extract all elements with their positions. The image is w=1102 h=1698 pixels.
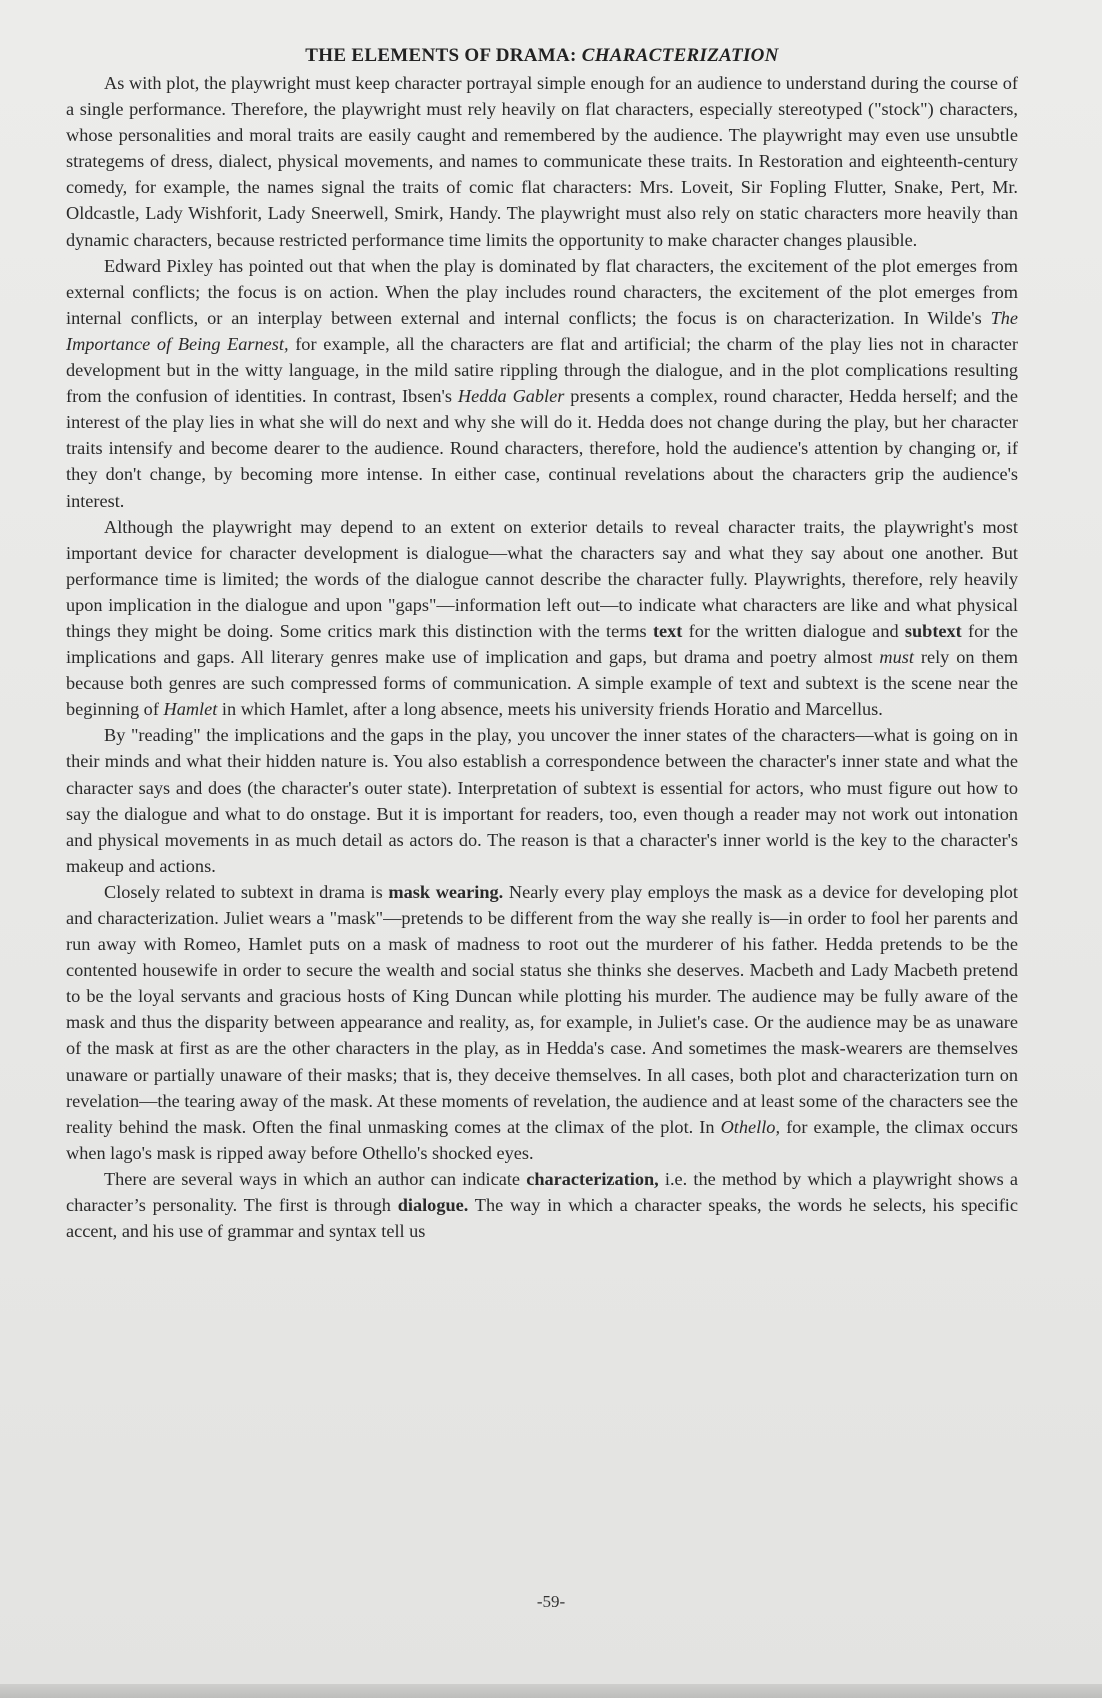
paragraph-4 bbox=[66, 722, 1018, 879]
bold-term: text bbox=[652, 620, 683, 641]
paragraph-text: The way in which a character speaks, the words he selects, his specific accent, and his use of grammar and syntax tell us bbox=[66, 1195, 1018, 1242]
bold-term: characterization, bbox=[526, 1168, 659, 1189]
paragraph-1 bbox=[66, 70, 1018, 253]
page-number: -59- bbox=[536, 1592, 566, 1611]
paragraph-text: for example, the climax occurs when lago's mask is ripped away before Othello's shocked eyes. bbox=[66, 1116, 1018, 1163]
work-title: Othello, bbox=[720, 1116, 781, 1137]
bold-term: dialogue. bbox=[397, 1195, 469, 1216]
title-emphasis: CHARACTERIZATION bbox=[581, 45, 779, 66]
work-title: Hamlet bbox=[163, 699, 218, 720]
paragraph-text: Although the playwright may depend to an extent on exterior details to reveal character traits, the playwright's most important device for character development is dialogue—what the characters say and what they say about one another. But performance time is limited; the words of the dialogue cannot describe the character fully. Playwrights, therefore, rely heavily upon implication in the dialogue and upon "gaps"—information left out—to indicate what characters are like and what physical things they might be doing. Some critics mark this distinction with the terms bbox=[66, 516, 1018, 641]
page-title bbox=[66, 44, 1018, 68]
bold-term: subtext bbox=[904, 620, 962, 641]
title-prefix: THE ELEMENTS OF DRAMA: bbox=[305, 45, 582, 66]
paragraph-3 bbox=[66, 514, 1018, 723]
paragraph-2 bbox=[66, 253, 1018, 514]
emphasis-word: must bbox=[879, 647, 914, 668]
paragraph-text: presents a complex, round character, Hedda herself; and the interest of the play lies in what she will do next and why she will do it. Hedda does not change during the play, but her character traits intensify and become dearer to the audience. Round characters, therefore, hold the audience's attention by changing or, if they don't change, by becoming more intense. In either case, continual revelations about the characters grip the audience's interest. bbox=[66, 386, 1018, 511]
paragraph-text: i.e. the method by which a playwright shows a character’s personality. The first is through bbox=[66, 1168, 1018, 1216]
paragraph-text: rely on them because both genres are such compressed forms of communication. A simple example of text and subtext is the scene near the beginning of bbox=[66, 647, 1018, 720]
paragraph-text: for example, all the characters are flat and artificial; the charm of the play lies not in character development but in the witty language, in the mild satire rippling through the dialogue, and in the plot complications resulting from the confusion of identities. In contrast, Ibsen's bbox=[66, 333, 1018, 407]
page-content bbox=[66, 44, 1018, 1244]
paragraph-text: Edward Pixley has pointed out that when the play is dominated by flat characters, the excitement of the plot emerges from external conflicts; the focus is on action. When the play includes round characters, the excitement of the plot emerges from internal conflicts, or an interplay between external and internal conflicts; the focus is on characterization. In Wilde's bbox=[66, 255, 1018, 328]
page-bottom-edge bbox=[0, 1684, 1102, 1698]
paragraph-text: There are several ways in which an author can indicate bbox=[104, 1168, 527, 1189]
paragraph-5 bbox=[66, 879, 1018, 1166]
paragraph-text: for the written dialogue and bbox=[682, 620, 905, 641]
paragraph-text: By "reading" the implications and the gaps in the play, you uncover the inner states of the characters—what is going on in their minds and what their hidden nature is. You also establish a correspondence between the character's inner state and what the character says and does (the character's outer state). Interpretation of subtext is essential for actors, who must figure out how to say the dialogue and what to do onstage. But it is important for readers, too, even though a reader may not work out intonation and physical movements in as much detail as actors do. The reason is that a character's inner world is the key to the character's makeup and actions. bbox=[66, 725, 1018, 876]
paragraph-6 bbox=[66, 1166, 1018, 1244]
bold-term: mask wearing. bbox=[388, 881, 504, 902]
paragraph-text: in which Hamlet, after a long absence, meets his university friends Horatio and Marcellus. bbox=[217, 699, 883, 720]
work-title: The Importance of Being Earnest, bbox=[66, 307, 1018, 354]
paragraph-text: As with plot, the playwright must keep character portrayal simple enough for an audience to understand during the course of a single performance. Therefore, the playwright must rely heavily on flat characters, especially stereotyped ("stock") characters, whose personalities and moral traits are easily caught and remembered by the audience. The playwright may even use unsubtle strategems of dress, dialect, physical movements, and names to communicate these traits. In Restoration and eighteenth-century comedy, for example, the names signal the traits of comic flat characters: Mrs. Loveit, Sir Fopling Flutter, Snake, Pert, Mr. Oldcastle, Lady Wishforit, Lady Sneerwell, Smirk, Handy. The playwright must also rely on static characters more heavily than dynamic characters, because restricted performance time limits the opportunity to make character changes plausible. bbox=[66, 73, 1018, 250]
paragraph-text: Nearly every play employs the mask as a device for developing plot and characterization. Juliet wears a "mask"—pretends to be different from the way she really is—in order to fool her parents and run away with Romeo, Hamlet puts on a mask of madness to root out the murderer of his father. Hedda pretends to be the contented housewife in order to secure the wealth and social status she thinks she deserves. Macbeth and Lady Macbeth pretend to be the loyal servants and gracious hosts of King Duncan while plotting his murder. The audience may be fully aware of the mask and thus the disparity between appearance and reality, as, for example, in Juliet's case. Or the audience may be as unaware of the mask at first as are the other characters in the play, as in Hedda's case. And sometimes the mask-wearers are themselves unaware or partially unaware of their masks; that is, they deceive themselves. In all cases, both plot and characterization turn on revelation—the tearing away of the mask. At these moments of revelation, the audience and at least some of the characters see the reality behind the mask. Often the final unmasking comes at the climax of the plot. In bbox=[66, 881, 1019, 1137]
paragraph-text: Closely related to subtext in drama is bbox=[104, 881, 389, 902]
paragraph-text: for the implications and gaps. All literary genres make use of implication and gaps, but drama and poetry almost bbox=[66, 620, 1018, 668]
work-title: Hedda Gabler bbox=[457, 386, 565, 407]
